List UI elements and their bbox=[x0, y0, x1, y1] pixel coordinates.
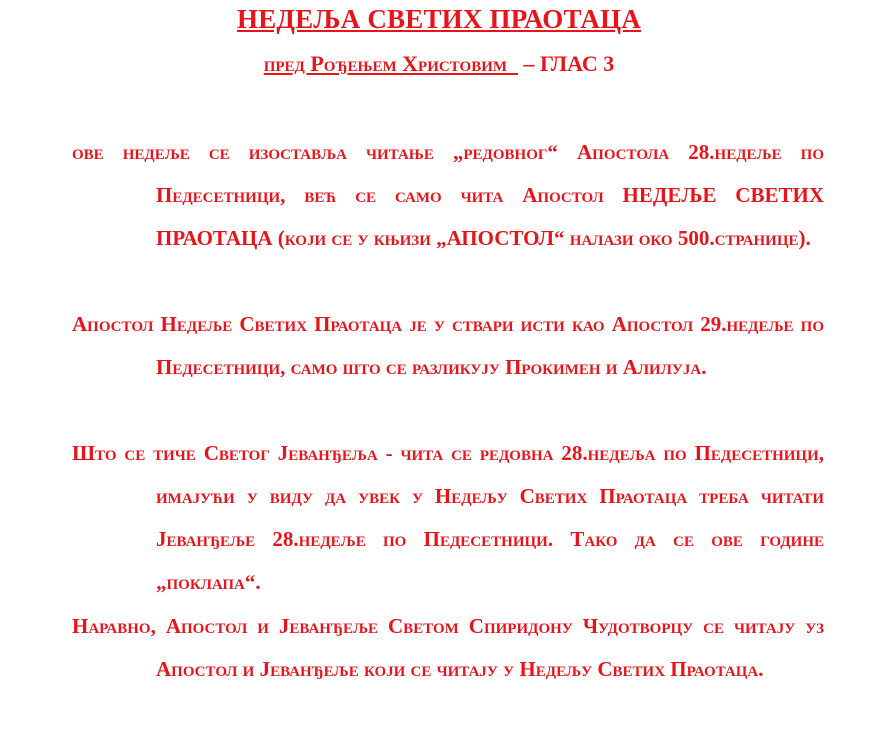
subtitle-tone: – ГЛАС 3 bbox=[518, 51, 615, 76]
page-subtitle bbox=[0, 50, 878, 78]
subtitle-main: пред Рођењем Христовим bbox=[263, 51, 519, 76]
paragraph-gospel: Што се тиче Светог Јеванђеља - чита се редовна 28.недеља по Педесетници, имајући у виду да увек у Недељу Светих Праотаца треба читати Јеванђеље 28.недеље по Педесетници. Тако да се ове године „поклапа“. bbox=[72, 441, 824, 594]
page-title: НЕДЕЉА СВЕТИХ ПРАОТАЦА bbox=[237, 4, 641, 34]
paragraph-spyridon: Наравно, Апостол и Јеванђеље Светом Спиридону Чудотворцу се читају уз Апостол и Јеванђеље који се читају у Недељу Светих Праотаца. bbox=[72, 614, 824, 681]
paragraph-apostle-omission: ове недеље се изоставља читање „редовног“ Апостола 28.недеље по Педесетници, већ се само чита Апостол НЕДЕЉЕ СВЕТИХ ПРАОТАЦА (који се у књизи „АПОСТОЛ“ налази око 500.странице). bbox=[72, 140, 824, 250]
paragraph-apostle-same: Апостол Недеље Светих Праотаца је у ствари исти као Апостол 29.недеље по Педесетници, само што се разликују Прокимен и Алилуја. bbox=[72, 312, 824, 379]
